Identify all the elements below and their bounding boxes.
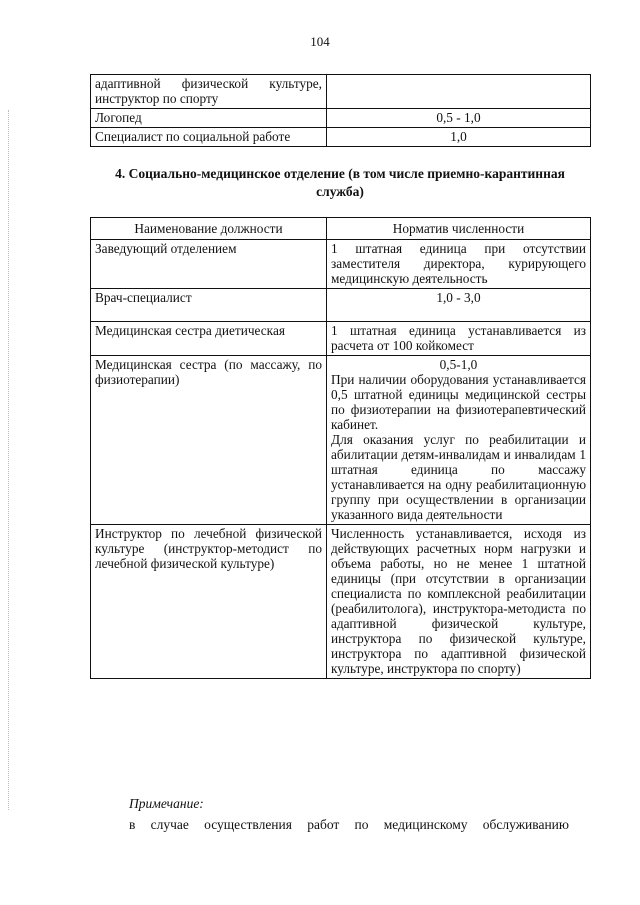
norm-cell [327,75,591,109]
continued-staff-table [90,74,591,147]
note-text: в случае осуществления работ по медицинскому обслуживанию [129,817,569,832]
table-row [91,356,591,525]
position-cell: Медицинская сестра (по массажу, по физиотерапии) [91,356,327,525]
table-row [91,240,591,289]
position-cell: Специалист по социальной работе [91,128,327,147]
norm-paragraph: При наличии оборудования устанавливается 0,5 штатной единицы медицинской сестры по физиотерапии на физиотерапевтический кабинет. [331,372,586,432]
norm-cell: 1 штатная единица при отсутствии заместителя директора, курирующего медицинскую деятельность [327,240,591,289]
norm-paragraph: Для оказания услуг по реабилитации и абилитации детям-инвалидам и инвалидам 1 штатная единица по массажу устанавливается на одну реабилитационную группу при осуществлении в организации указанного вида деятельности [331,432,586,522]
column-header-position: Наименование должности [91,218,327,240]
table-row [91,525,591,679]
table-row [91,109,591,128]
table-row [91,289,591,322]
page-number: 104 [310,34,330,49]
table-row [91,322,591,356]
table-header-row [91,218,591,240]
norm-cell [327,356,591,525]
position-cell: Логопед [91,109,327,128]
norm-cell: 1 штатная единица устанавливается из расчета от 100 койкомест [327,322,591,356]
note-label: Примечание: [129,796,204,811]
norm-cell: 1,0 - 3,0 [327,289,591,322]
position-cell: Врач-специалист [91,289,327,322]
norm-cell: 0,5 - 1,0 [327,109,591,128]
column-header-norm: Норматив численности [327,218,591,240]
norm-cell: Численность устанавливается, исходя из действующих расчетных норм нагрузки и объема работы, но не менее 1 штатной единицы (при отсутствии в организации специалиста по комплексной реабилитации (реабилитолога), инструктора-методиста по адаптивной физической культуре, инструктора по физической культуре, инструктора по адаптивной физической культуре, инструктора по спорту) [327,525,591,679]
staff-norms-table [90,217,591,679]
norm-cell: 1,0 [327,128,591,147]
position-cell: Инструктор по лечебной физической культуре (инструктор-методист по лечебной физической культуре) [91,525,327,679]
scan-margin-marks [8,110,11,810]
table-row [91,128,591,147]
norm-value: 0,5-1,0 [439,357,478,372]
position-cell: адаптивной физической культуре, инструктор по спорту [91,75,327,109]
table-row [91,75,591,109]
position-cell: Заведующий отделением [91,240,327,289]
section-heading: 4. Социально-медицинское отделение (в том числе приемно-карантинная служба) [115,166,565,199]
position-cell: Медицинская сестра диетическая [91,322,327,356]
